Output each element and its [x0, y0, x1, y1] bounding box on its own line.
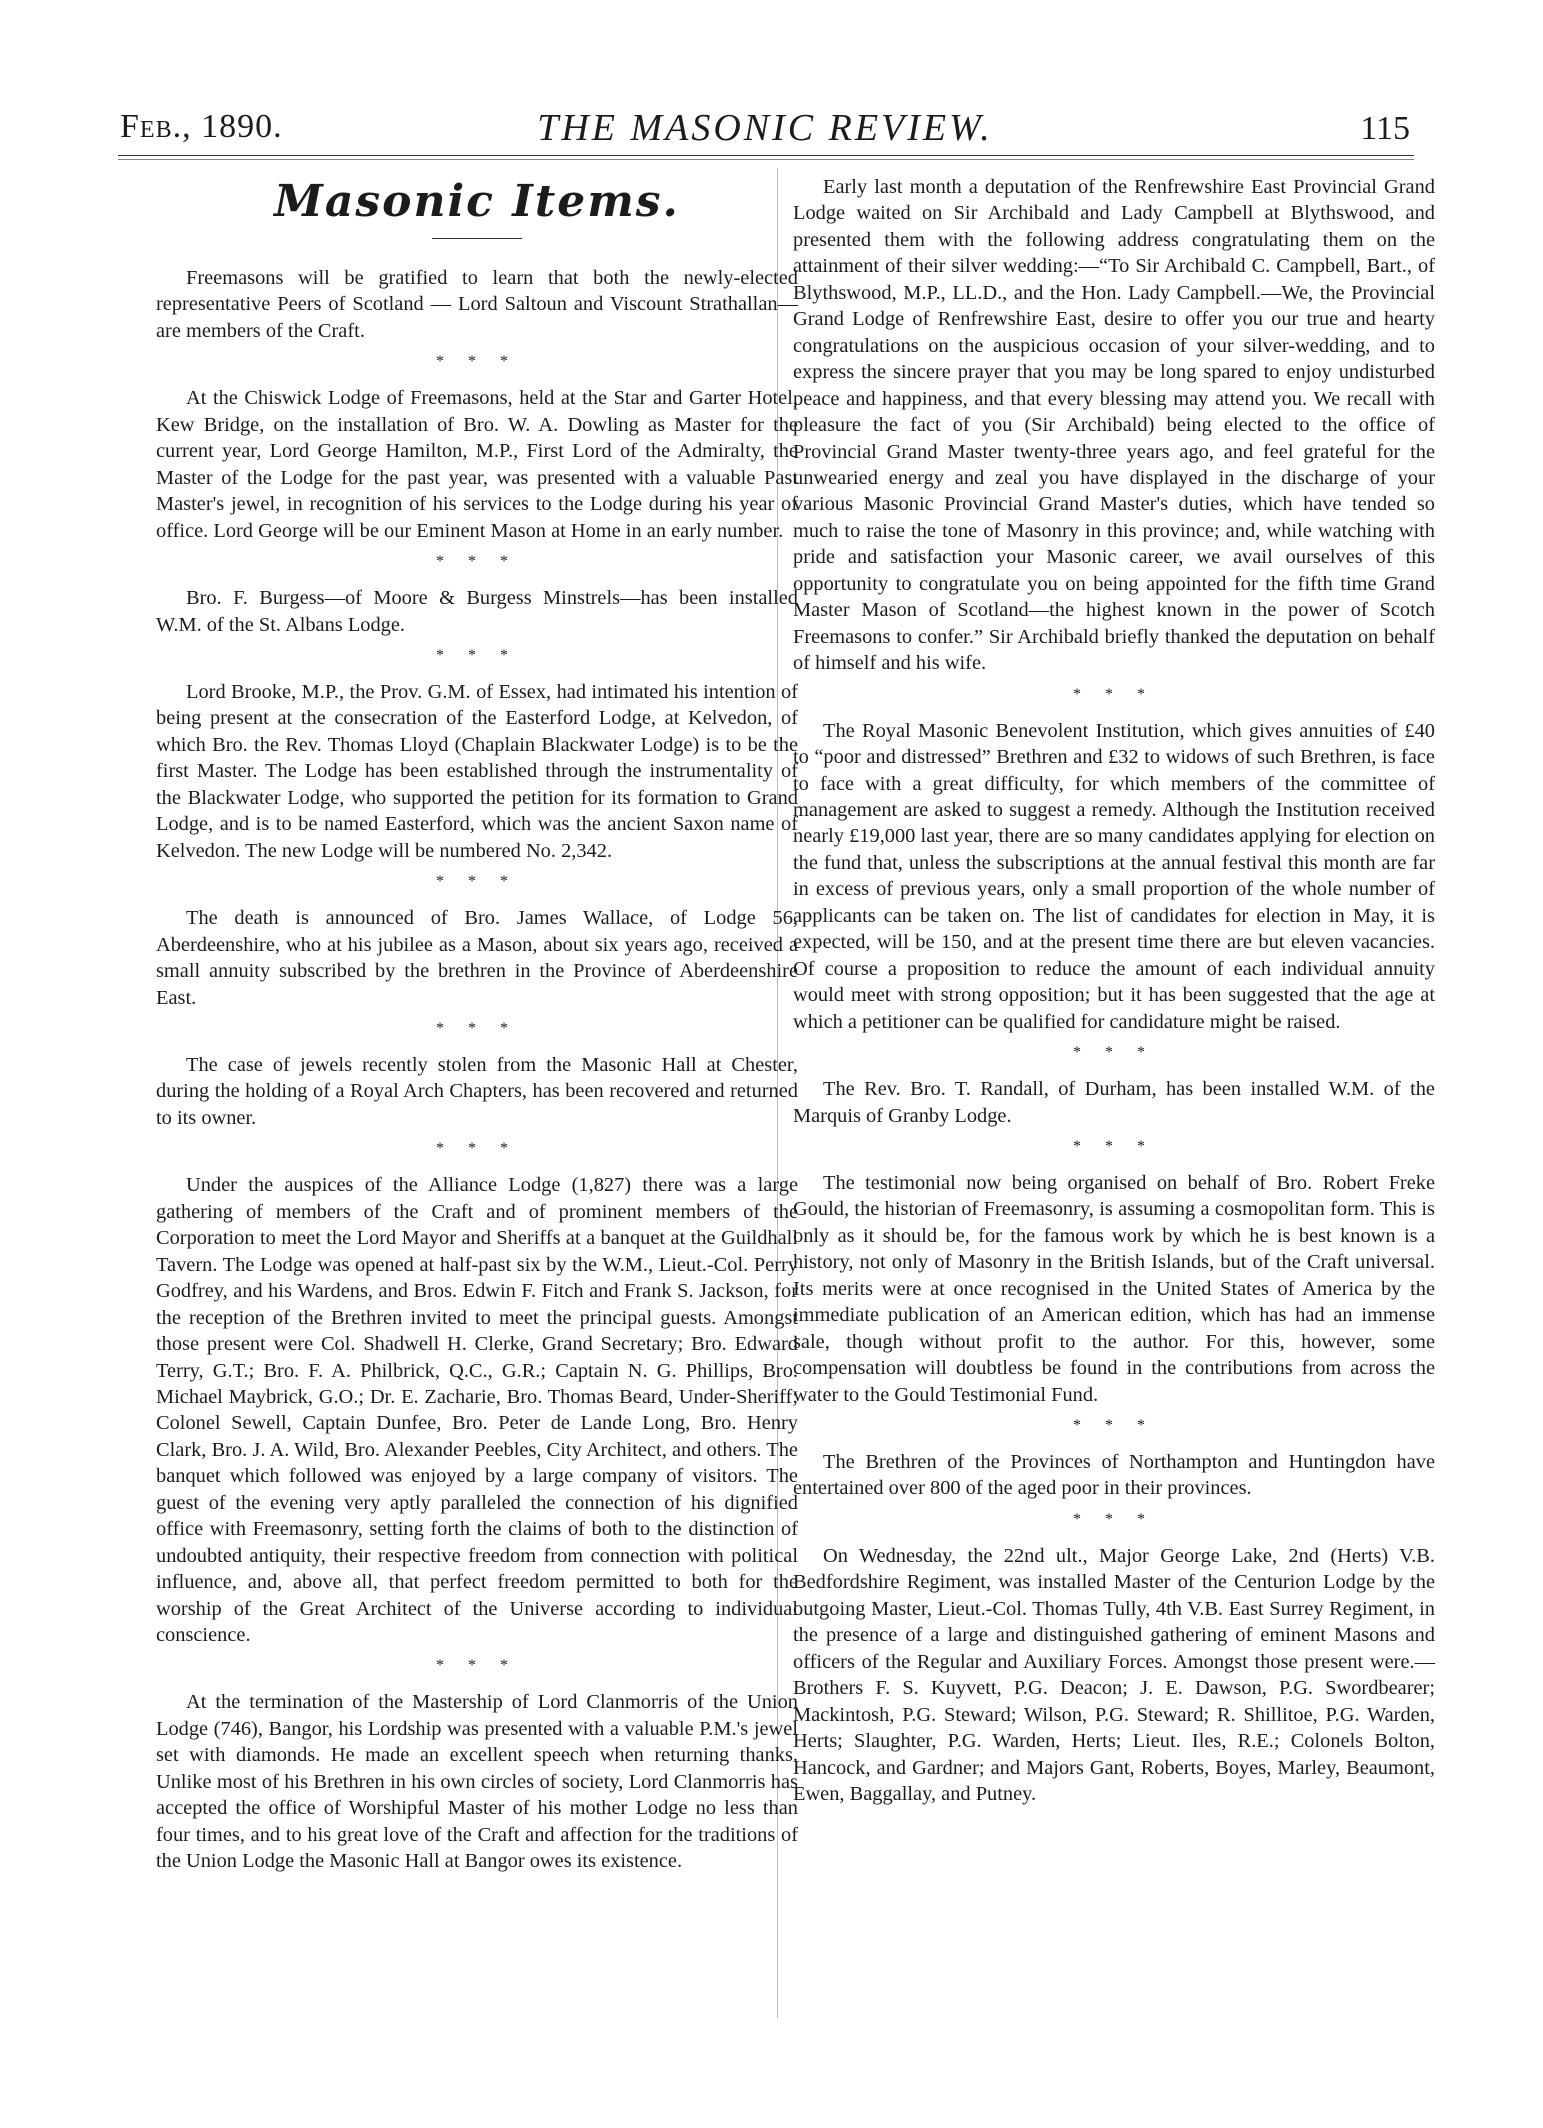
item-lord-clanmorris: At the termination of the Mastership of Lord Clanmorris of the Union Lodge (746), Bangor, his Lordship was presented with a valuable P.M.'s jewel set with diamonds. He made an excellent speech when returning thanks. Unlike most of his Brethren in his own circles of society, Lord Clanmorris has accepted the office of Worshipful Master of his mother Lodge no less than four times, and to his great love of the Craft and affection for the traditions of the Union Lodge the Masonic Hall at Bangor owes its existence.	[156, 1691, 798, 1873]
item-randall: The Rev. Bro. T. Randall, of Durham, has been installed W.M. of the Marquis of Granby Lodge.	[793, 1078, 1435, 1127]
item-separator: * * *	[436, 646, 518, 664]
item-separator: * * *	[436, 1657, 518, 1675]
item-separator: * * *	[1073, 1044, 1155, 1062]
item-separator: * * *	[1073, 1137, 1155, 1155]
item-separator: * * *	[1073, 1417, 1155, 1435]
item-james-wallace: The death is announced of Bro. James Wallace, of Lodge 56, Aberdeenshire, who at his jubilee as a Mason, about six years ago, received a small annuity subscribed by the brethren in the Province of Aberdeenshire East.	[156, 907, 798, 1009]
running-head	[120, 106, 1410, 150]
item-alliance-lodge: Under the auspices of the Alliance Lodge (1,827) there was a large gathering of members of the Craft and of prominent members of the Corporation to meet the Lord Mayor and Sheriffs at a banquet at the Guildhall Tavern. The Lodge was opened at half-past six by the W.M., Lieut.-Col. Perry Godfrey, and his Wardens, and Bros. Edwin F. Fitch and Frank S. Jackson, for the reception of the Brethren invited to meet the principal guests. Amongst those present were Col. Shadwell H. Clerke, Grand Secretary; Bro. Edward Terry, G.T.; Bro. F. A. Philbrick, Q.C., G.R.; Captain N. G. Phillips, Bro. Michael Maybrick, G.O.; Dr. E. Zacharie, Bro. Thomas Beard, Under-Sheriff; Colonel Sewell, Captain Dunfee, Bro. Peter de Lande Long, Bro. Henry Clark, Bro. J. A. Wild, Bro. Alexander Peebles, City Architect, and others. The banquet which followed was enjoyed by a large company of visitors. The guest of the evening very aptly paralleled the connection of his dignified office with Freemasonry, setting forth the claims of both to the distinction of undoubted antiquity, their respective freedom from connection with political influence, and, above all, that perfect freedom permitted to both for the worship of the Great Architect of the Universe according to individual conscience.	[156, 1174, 798, 1647]
journal-title: THE MASONIC REVIEW.	[537, 107, 993, 149]
header-rule	[118, 155, 1414, 160]
item-easterford-lodge: Lord Brooke, M.P., the Prov. G.M. of Essex, had intimated his intention of being present at the consecration of the Easterford Lodge, at Kelvedon, of which Bro. the Rev. Thomas Lloyd (Chaplain Blackwater Lodge) is to be the first Master. The Lodge has been established through the instrumentality of the Blackwater Lodge, who supported the petition for its formation to Grand Lodge, and is to be named Easterford, which was the ancient Saxon name of Kelvedon. The new Lodge will be numbered No. 2,342.	[156, 680, 798, 862]
left-column	[156, 172, 798, 1875]
item-gould-testimonial: The testimonial now being organised on behalf of Bro. Robert Freke Gould, the historian of Freemasonry, is assuming a cosmopolitan form. This is only as it should be, for the famous work by which he is best known is a history, not only of Masonry in the British Islands, but of the Craft universal. Its merits were at once recognised in the United States of America by the immediate publication of an American edition, which has had an immense sale, though without profit to the author. For this, however, some compensation will doubtless be found in the contributions from across the water to the Gould Testimonial Fund.	[793, 1171, 1435, 1406]
section-title: Masonic Items.	[274, 176, 680, 227]
item-renfrewshire-deputation: Early last month a deputation of the Renfrewshire East Provincial Grand Lodge waited on Sir Archibald and Lady Campbell at Blythswood, and presented them with the following address congratulating them on the attainment of their silver wedding:—“To Sir Archibald C. Campbell, Bart., of Blythswood, M.P., LL.D., and the Hon. Lady Campbell.—We, the Provincial Grand Lodge of Renfrewshire East, desire to offer you our true and hearty congratulations on the auspicious occasion of your silver-wedding, and to express the sincere prayer that you may be long spared to enjoy undisturbed peace and happiness, and that every blessing may attend you. We recall with pleasure the fact of you (Sir Archibald) being elected to the office of Provincial Grand Master twenty-three years ago, and feel grateful for the unwearied energy and zeal you have displayed in the discharge of your various Masonic Provincial Grand Master's duties, which have tended so much to raise the tone of Masonry in this province; and, while watching with pride and satisfaction your Masonic career, we avail ourselves of this opportunity to congratulate you on being appointed for the fifth time Grand Master Mason of Scotland—the highest known in the power of Scotch Freemasons to confer.” Sir Archibald briefly thanked the deputation on behalf of himself and his wife.	[793, 176, 1435, 675]
item-separator: * * *	[436, 1019, 518, 1037]
item-separator: * * *	[436, 353, 518, 371]
item-separator: * * *	[436, 1140, 518, 1158]
item-chiswick-lodge: At the Chiswick Lodge of Freemasons, held at the Star and Garter Hotel, Kew Bridge, on the installation of Bro. W. A. Dowling as Master for the current year, Lord George Hamilton, M.P., First Lord of the Admiralty, the Master of the Lodge for the past year, was presented with a valuable Past Master's jewel, in recognition of his services to the Lodge during his year of office. Lord George will be our Eminent Mason at Home in an early number.	[156, 387, 798, 542]
item-northampton-huntingdon: The Brethren of the Provinces of Northampton and Huntingdon have entertained over 800 of the aged poor in their provinces.	[793, 1451, 1435, 1500]
item-separator: * * *	[436, 553, 518, 571]
item-benevolent-institution: The Royal Masonic Benevolent Institution, which gives annuities of £40 to “poor and distressed” Brethren and £32 to widows of such Brethren, is face to face with a great difficulty, for which members of the committee of management are asked to suggest a remedy. Although the Institution received nearly £19,000 last year, there are so many candidates applying for election on the fund that, unless the subscriptions at the annual festival this month are far in excess of previous years, only a small proportion of the whole number of applicants can be taken on. The list of candidates for election in May, it is expected, will be 150, and at the present time there are but eleven vacancies. Of course a proposition to reduce the amount of each individual annuity would meet with strong opposition; but it has been suggested that the age at which a petitioner can be qualified for candidature might be raised.	[793, 719, 1435, 1033]
right-column	[793, 174, 1435, 1807]
item-burgess: Bro. F. Burgess—of Moore & Burgess Minstrels—has been installed W.M. of the St. Albans Lodge.	[156, 587, 798, 636]
item-separator: * * *	[436, 873, 518, 891]
title-rule	[432, 238, 522, 239]
item-stolen-jewels: The case of jewels recently stolen from the Masonic Hall at Chester, during the holding of a Royal Arch Chapters, has been recovered and returned to its owner.	[156, 1053, 798, 1129]
item-centurion-lodge: On Wednesday, the 22nd ult., Major George Lake, 2nd (Herts) V.B. Bedfordshire Regiment, was installed Master of the Centurion Lodge by the outgoing Master, Lieut.-Col. Thomas Tully, 4th V.B. East Surrey Regiment, in the presence of a large and distinguished gathering of eminent Masons and officers of the Regular and Auxiliary Forces. Amongst those present were.—Brothers F. S. Kuyvett, P.G. Deacon; J. E. Dawson, P.G. Swordbearer; Mackintosh, P.G. Steward; Wilson, P.G. Steward; R. Shillitoe, P.G. Warden, Herts; Slaughter, P.G. Warden, Herts; Lieut. Iles, R.E.; Colonels Bolton, Hancock, and Gardner; and Majors Gant, Roberts, Boyes, Marley, Beaumont, Ewen, Baggallay, and Putney.	[793, 1544, 1435, 1806]
item-scottish-peers: Freemasons will be gratified to learn that both the newly-elected representative Peers of Scotland — Lord Saltoun and Viscount Strathallan—are members of the Craft.	[156, 267, 798, 342]
item-separator: * * *	[1073, 685, 1155, 703]
item-separator: * * *	[1073, 1510, 1155, 1528]
issue-date: Feb., 1890.	[120, 108, 283, 145]
page-number: 115	[1360, 110, 1410, 147]
